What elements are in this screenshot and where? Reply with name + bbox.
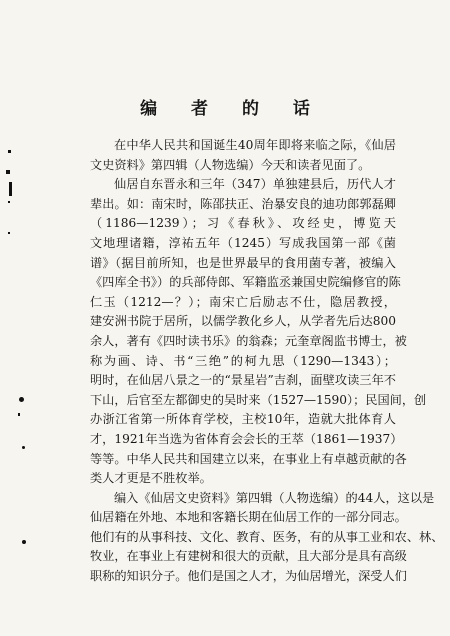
binding-mark [19, 397, 24, 402]
body-text [90, 136, 444, 587]
text-line: 谱》（据目前所知，也是世界最早的食用菌专著，被编入 [90, 255, 396, 270]
text-line: 办浙江省第一所体育学校，主校10年，造就大批体育人 [90, 412, 396, 427]
page-title: 编 者 的 话 [140, 99, 324, 119]
text-line: 文史资料》第四辑（人物选编）今天和读者见面了。 [90, 157, 371, 172]
text-line: 明时，在仙居八景之一的“景星岩”吉刹，面壁攻读三年不 [90, 373, 396, 388]
text-line: 辈出。如：南宋时，陈邵扶正、治暴安良的迪功郎郭磊卿 [90, 196, 396, 211]
binding-mark [22, 446, 25, 449]
text-line: 称为画、诗、书“三绝”的柯九思（1290—1343）； [90, 353, 396, 368]
text-line: 编入《仙居文史资料》第四辑（人物选编）的44人，这以是 [114, 490, 435, 505]
text-line: 在中华人民共和国诞生40周年即将来临之际，《仙居 [114, 138, 396, 152]
text-line: 下山，后官至左都御史的吴时来（1527—1590）；民国间，创 [90, 392, 427, 407]
binding-mark [8, 232, 10, 234]
text-line: 牧业，在事业上有建树和很大的贡献，且大部分是具有高级 [90, 549, 407, 564]
text-line: 仙居籍在外地、本地和客籍长期在仙居工作的一部分同志。 [90, 510, 407, 525]
text-line: 建安洲书院于居所，以儒学教化乡人，从学者先后达800 [90, 314, 396, 329]
text-line: 余人，著有《四时读书乐》的翁森；元奎章阁监书博士，被 [90, 333, 407, 348]
text-line: 才，1921年当选为省体育会会长的王萃（1861—1937） [90, 431, 403, 446]
binding-mark [6, 170, 10, 174]
binding-mark [22, 540, 26, 544]
binding-mark [8, 201, 10, 203]
text-line: （1186—1239）；习《春秋》、攻经史，博览天 [90, 216, 396, 231]
text-line: 类人才更是不胜枚举。 [90, 471, 212, 486]
text-line: 仙居自东晋永和三年（347）单独建县后，历代人才 [114, 177, 396, 192]
text-line: 文地理诸籍，淳祐五年（1245）写成我国第一部《菌 [90, 235, 396, 250]
text-line: 《四库全书》）的兵部侍郎、军籍监丞兼国史院编修官的陈 [90, 275, 401, 290]
text-line: 他们有的从事科技、文化、教育、医务，有的从事工业和农、林、 [90, 529, 444, 544]
text-line: 等等。中华人民共和国建立以来，在事业上有卓越贡献的各 [90, 451, 407, 466]
binding-mark [9, 182, 12, 196]
binding-mark [18, 413, 20, 416]
text-line: 仁玉（1212—？）；南宋亡后励志不仕，隐居教授， [90, 294, 396, 309]
text-line: 职称的知识分子。他们是国之人才，为仙居增光，深受人们 [90, 569, 407, 584]
binding-mark [8, 150, 11, 153]
